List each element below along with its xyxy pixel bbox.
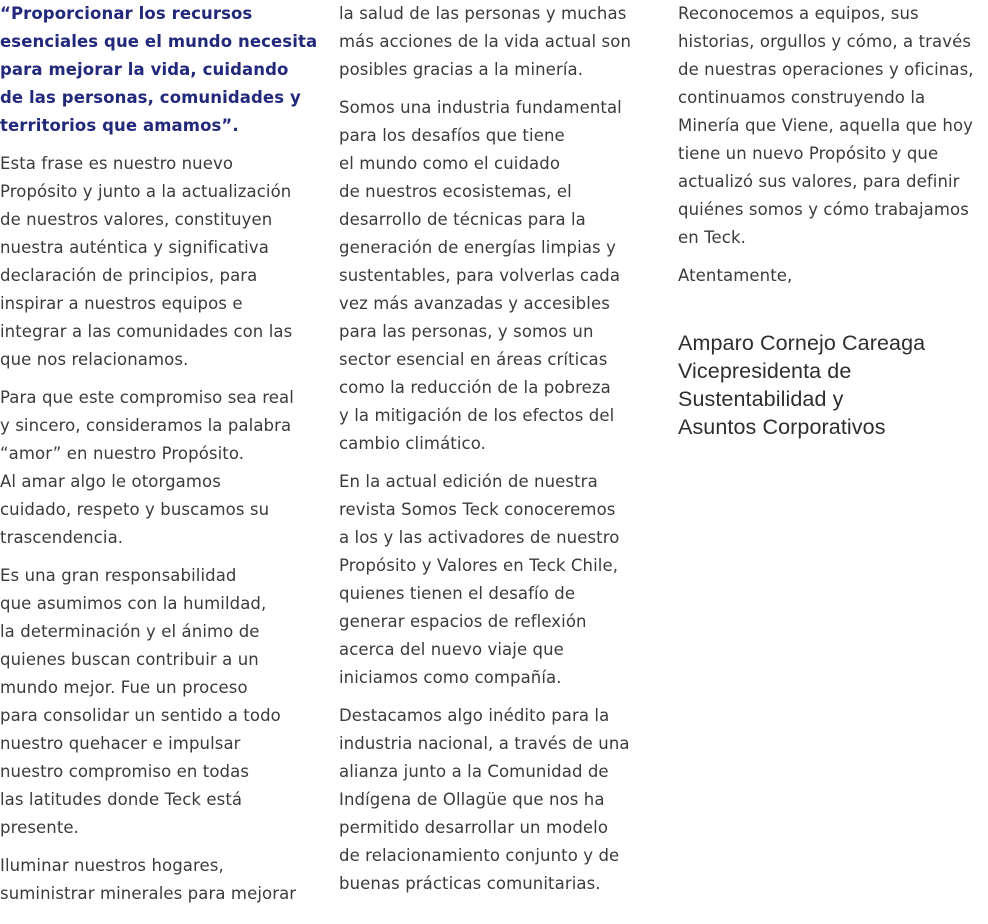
purpose-quote: “Proporcionar los recursos esenciales que el mundo necesita para mejorar la vida, cuidando de las personas, comunidades y territorios que amamos”. [0,4,318,135]
paragraph-responsibility: Es una gran responsabilidad que asumimos con la humildad, la determinación y el ánimo de quienes buscan contribuir a un mundo mejor. Fue un proceso para consolidar un sentido a todo nuestro quehacer e impulsar nuestro compromiso en todas las latitudes donde Teck está presente. [0,566,281,837]
closing-salutation: Atentamente, [678,266,793,285]
column-right [678,0,988,441]
paragraph-love-commitment: Para que este compromiso sea real y sincero, consideramos la palabra “amor” en nuestro Propósito. Al amar algo le otorgamos cuidado, respeto y buscamos su trascendencia. [0,388,294,547]
paragraph-fundamental-industry: Somos una industria fundamental para los desafíos que tiene el mundo como el cuidado de nuestros ecosistemas, el desarrollo de técnicas para la generación de energías limpias y sustentables, para volverlas cada vez más avanzadas y accesibles para las personas, y somos un sector esencial en áreas críticas como la reducción de la pobreza y la mitigación de los efectos del cambio climático. [339,98,622,453]
paragraph-alliance-ollague: Destacamos algo inédito para la industria nacional, a través de una alianza junto a la Comunidad de Indígena de Ollagüe que nos ha permitido desarrollar un modelo de relacionamiento conjunto y de buenas prácticas comunitarias. [339,706,630,893]
paragraph-purpose-intro: Esta frase es nuestro nuevo Propósito y junto a la actualización de nuestros valores, constituyen nuestra auténtica y significativa declaración de principios, para inspirar a nuestros equipos e integrar a las comunidades con las que nos relacionamos. [0,154,293,369]
paragraph-magazine-edition: En la actual edición de nuestra revista Somos Teck conoceremos a los y las activadores de nuestro Propósito y Valores en Teck Chile, quienes tienen el desafío de generar espacios de reflexión acerca del nuevo viaje que iniciamos como compañía. [339,472,620,687]
paragraph-recognition: Reconocemos a equipos, sus historias, orgullos y cómo, a través de nuestras operaciones y oficinas, continuamos construyendo la Minería que Viene, aquella que hoy tiene un nuevo Propósito y que actualizó sus valores, para definir quiénes somos y cómo trabajamos en Teck. [678,4,974,247]
column-middle [339,0,657,908]
paragraph-illuminate-homes: Iluminar nuestros hogares, suministrar minerales para mejorar [0,856,297,903]
signature-block: Amparo Cornejo Careaga Vicepresidenta de Sustentabilidad y Asuntos Corporativos [678,331,926,439]
paragraph-mining-continuation: la salud de las personas y muchas más acciones de la vida actual son posibles gracias a la minería. [339,4,631,79]
column-left [0,0,318,918]
